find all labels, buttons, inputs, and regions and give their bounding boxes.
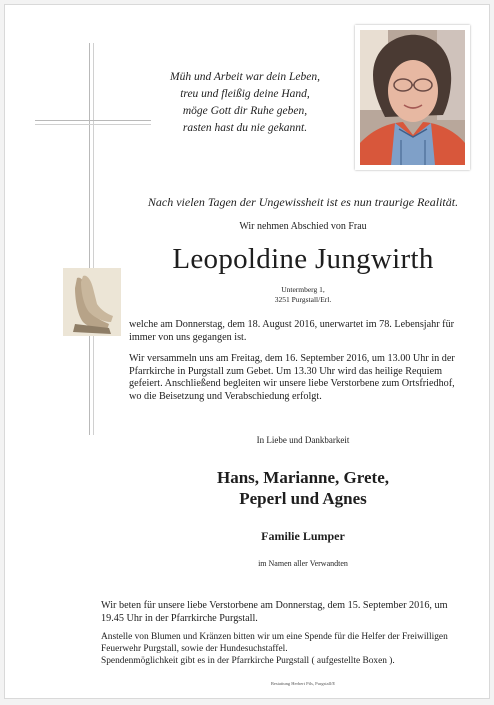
portrait-photo <box>355 25 470 170</box>
family-name: Familie Lumper <box>261 529 345 543</box>
address <box>115 285 491 305</box>
poem <box>150 69 340 137</box>
poem-line: möge Gott dir Ruhe geben, <box>182 105 308 117</box>
closing-phrase: In Liebe und Dankbarkeit <box>256 435 350 445</box>
mourners-line: Hans, Marianne, Grete, <box>216 468 390 487</box>
undertaker-footer: Bestattung Herbert Pils, Purgstall/E <box>270 681 336 686</box>
cross-vertical-line-shadow <box>93 43 94 435</box>
poem-line: Müh und Arbeit war dein Leben, <box>170 71 320 83</box>
praying-hands-image <box>63 268 121 336</box>
portrait-image <box>355 25 470 170</box>
quote: Nach vielen Tagen der Ungewissheit ist es nun traurige Realität. <box>147 195 459 209</box>
farewell-intro: Wir nehmen Abschied von Frau <box>239 221 367 232</box>
praying-hands-icon <box>63 268 121 336</box>
address-street: Untermberg 1, <box>281 285 325 294</box>
donation-box-text: Spendenmöglichkeit gibt es in der Pfarrkirche Purgstall ( aufgestellte Boxen ). <box>101 656 395 667</box>
relatives-note: im Namen aller Verwandten <box>258 559 348 568</box>
donation-text: Anstelle von Blumen und Kränzen bitten wir um eine Spende für die Helfer der Freiwilligen Feuerwehr Purgstall, sowie der Hundesuchstaffel. <box>101 632 448 655</box>
poem-line: treu und fleißig deine Hand, <box>180 88 310 100</box>
funeral-details-paragraph: Wir versammeln uns am Freitag, dem 16. September 2016, um 13.00 Uhr in der Pfarrkirche in Purgstall zum Gebet. Um 13.30 Uhr wird das heilige Requiem gefeiert. Anschließend begleiten wir unsere liebe Verstorbene zum Ortsfriedhof, wo die Beisetzung und Verabschiedung erfolgt. <box>129 353 455 402</box>
mourners <box>115 467 491 509</box>
cross-vertical-line <box>89 43 90 435</box>
address-city: 3251 Purgstall/Erl. <box>274 295 332 304</box>
cross-horizontal-line-shadow <box>35 124 151 125</box>
deceased-name: Leopoldine Jungwirth <box>172 243 434 275</box>
death-notice-paragraph: welche am Donnerstag, dem 18. August 2016, unerwartet im 78. Lebensjahr für immer von uns gegangen ist. <box>129 319 455 343</box>
prayer-notice: Wir beten für unsere liebe Verstorbene am Donnerstag, dem 15. September 2016, um 19.45 Uhr in der Pfarrkirche Purgstall. <box>101 600 448 624</box>
mourners-line: Peperl und Agnes <box>239 489 367 508</box>
donation-notice <box>101 631 467 668</box>
poem-line: rasten hast du nie gekannt. <box>182 122 308 134</box>
obituary-page <box>4 4 490 699</box>
cross-horizontal-line <box>35 120 151 121</box>
